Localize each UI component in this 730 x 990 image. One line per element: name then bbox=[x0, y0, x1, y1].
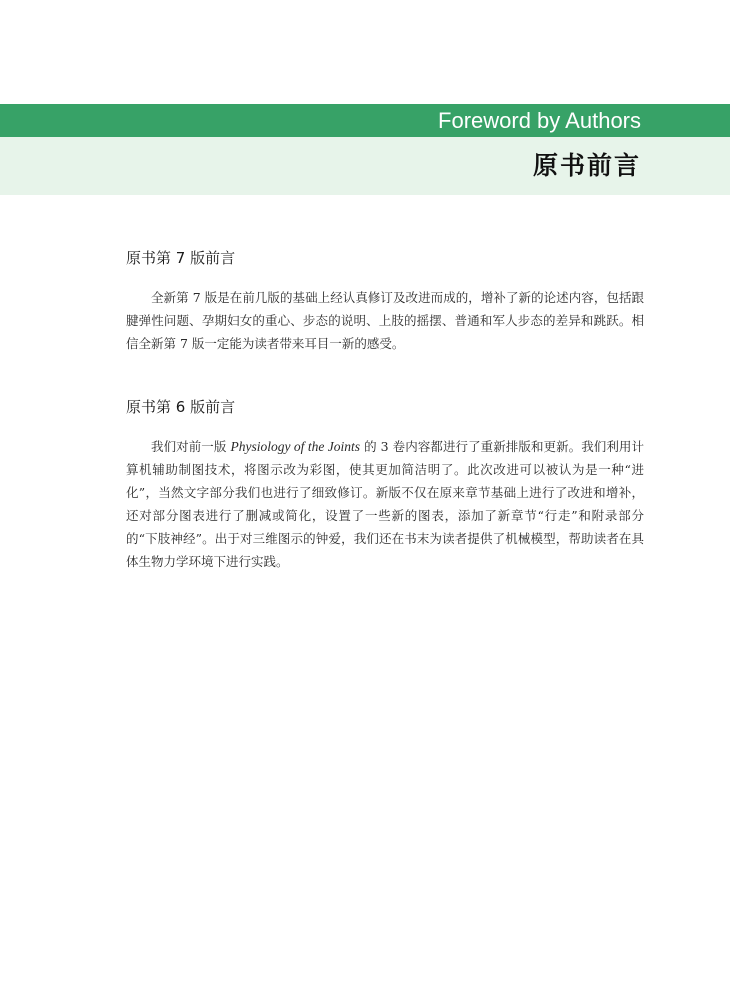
header-subbanner bbox=[0, 137, 730, 195]
section-6th-edition bbox=[126, 395, 644, 573]
paragraph-text: 的 3 卷内容都进行了重新排版和更新。我们利用计算机辅助制图技术，将图示改为彩图，使其更加简洁明了。此次改进可以被认为是一种“进化”，当然文字部分我们也进行了细致修订。新版不仅在原来章节基础上进行了改进和增补，还对部分图表进行了删减或简化，设置了一些新的图表，添加了新章节“行走”和附录部分的“下肢神经”。出于对三维图示的钟爱，我们还在书末为读者提供了机械模型，帮助读者在具体生物力学环境下进行实践。 bbox=[126, 439, 644, 569]
section-title: 原书第 7 版前言 bbox=[126, 249, 236, 267]
page-title: 原书前言 bbox=[532, 151, 641, 180]
section-paragraph: 全新第 7 版是在前几版的基础上经认真修订及改进而成的，增补了新的论述内容，包括跟腱弹性问题、孕期妇女的重心、步态的说明、上肢的摇摆、普通和军人步态的差异和跳跃。相信全新第 7 版一定能为读者带来耳目一新的感受。 bbox=[126, 290, 644, 351]
main-content bbox=[126, 246, 644, 573]
section-paragraph bbox=[126, 435, 644, 573]
header-banner bbox=[0, 104, 730, 137]
section-title: 原书第 6 版前言 bbox=[126, 398, 236, 416]
book-title: Physiology of the Joints bbox=[230, 439, 361, 454]
section-7th-edition bbox=[126, 246, 644, 355]
paragraph-text: 我们对前一版 bbox=[151, 439, 231, 454]
english-title: Foreword by Authors bbox=[438, 108, 641, 133]
